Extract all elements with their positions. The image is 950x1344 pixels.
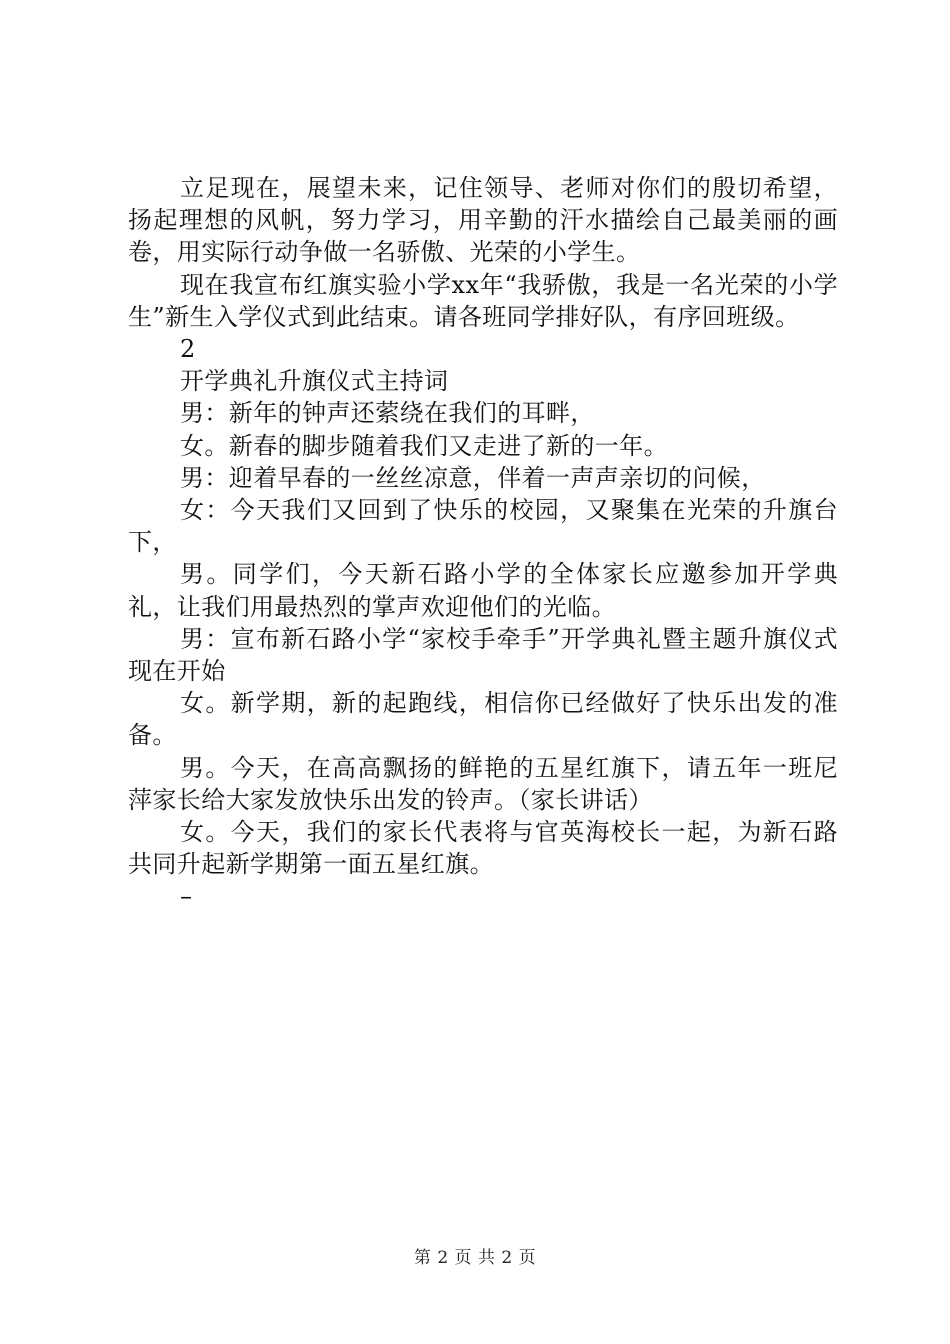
document-body bbox=[128, 172, 838, 912]
trailing-dash-mark: – bbox=[180, 882, 193, 911]
section-title: 开学典礼升旗仪式主持词 bbox=[180, 367, 449, 396]
dialogue-line: 男：迎着早春的一丝丝凉意，伴着一声声亲切的问候， bbox=[180, 463, 766, 492]
dialogue-line: 男。同学们，今天新石路小学的全体家长应邀参加开学典礼，让我们用最热烈的掌声欢迎他们的光临。 bbox=[128, 560, 838, 621]
dialogue-line: 女。新春的脚步随着我们又走进了新的一年。 bbox=[180, 431, 668, 460]
dialogue-line: 男：新年的钟声还萦绕在我们的耳畔， bbox=[180, 399, 595, 428]
paragraph-closing-hope: 立足现在，展望未来，记住领导、老师对你们的殷切希望，扬起理想的风帆，努力学习，用辛勤的汗水描绘自己最美丽的画卷，用实际行动争做一名骄傲、光荣的小学生。 bbox=[128, 174, 838, 267]
dialogue-line: 男：宣布新石路小学“家校手牵手”开学典礼暨主题升旗仪式现在开始 bbox=[128, 624, 838, 686]
dialogue-line: 男。今天，在高高飘扬的鲜艳的五星红旗下，请五年一班尼萍家长给大家发放快乐出发的铃声。（家长讲话） bbox=[128, 753, 838, 814]
page-footer: 第 2 页 共 2 页 bbox=[413, 1248, 537, 1268]
dialogue-line: 女。今天，我们的家长代表将与官英海校长一起，为新石路共同升起新学期第一面五星红旗。 bbox=[128, 818, 838, 879]
dialogue-line: 女。新学期，新的起跑线，相信你已经做好了快乐出发的准备。 bbox=[128, 689, 838, 750]
section-number: 2 bbox=[180, 335, 196, 364]
paragraph-ceremony-end: 现在我宣布红旗实验小学xx年“我骄傲，我是一名光荣的小学生”新生入学仪式到此结束。请各班同学排好队，有序回班级。 bbox=[128, 270, 838, 331]
dialogue-line: 女：今天我们又回到了快乐的校园，又聚集在光荣的升旗台下， bbox=[128, 496, 838, 557]
